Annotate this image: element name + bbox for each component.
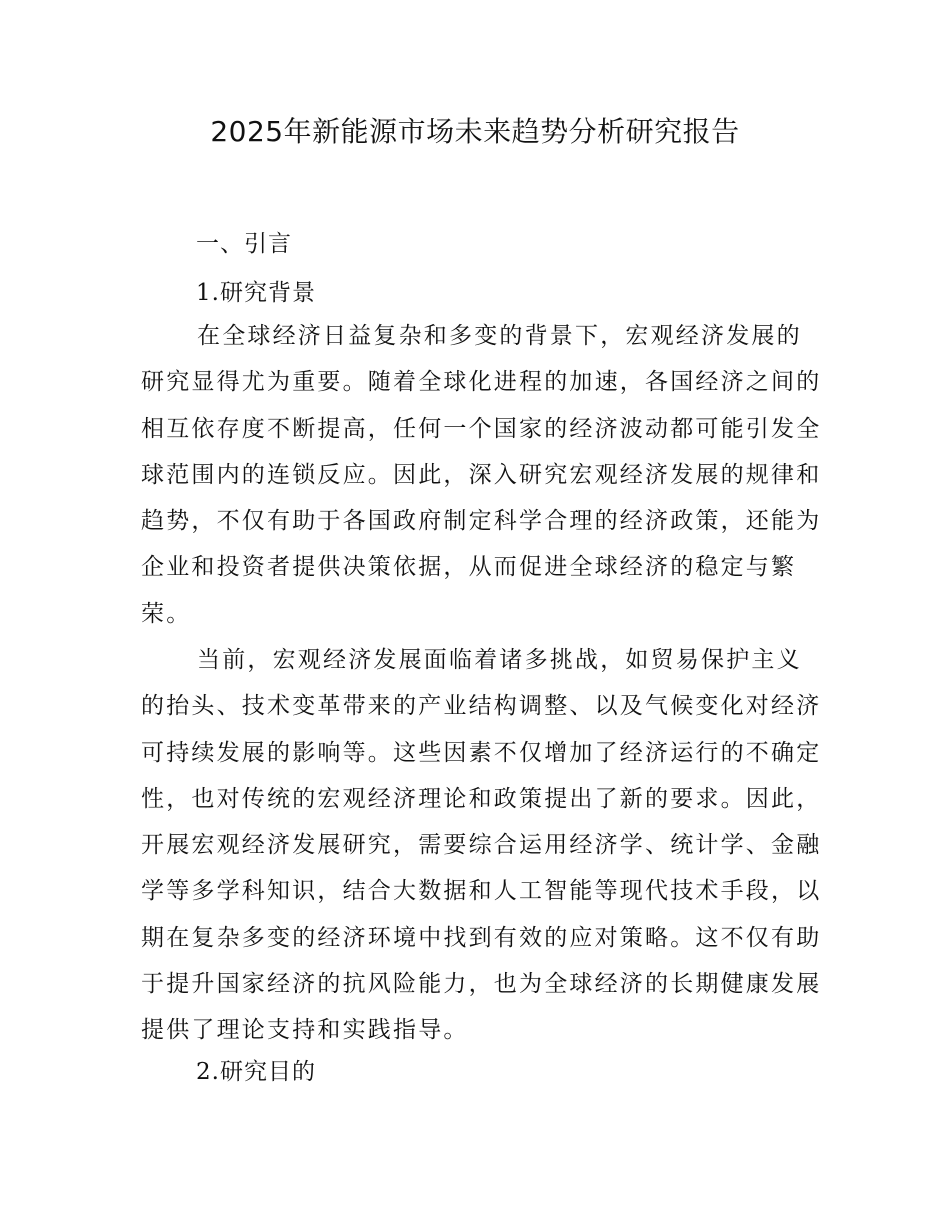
paragraph-line: 开展宏观经济发展研究，需要综合运用经济学、统计学、金融 (141, 832, 822, 859)
paragraph-line: 趋势，不仅有助于各国政府制定科学合理的经济政策，还能为 (141, 508, 822, 535)
paragraph-line: 球范围内的连锁反应。因此，深入研究宏观经济发展的规律和 (141, 461, 822, 488)
subsection-heading-objectives: 2.研究目的 (196, 1059, 316, 1085)
paragraph-line: 研究显得尤为重要。随着全球化进程的加速，各国经济之间的 (141, 369, 822, 396)
document-title: 2025年新能源市场未来趋势分析研究报告 (210, 115, 740, 148)
paragraph-line: 在全球经济日益复杂和多变的背景下，宏观经济发展的 (197, 323, 802, 349)
paragraph-line: 于提升国家经济的抗风险能力，也为全球经济的长期健康发展 (141, 971, 822, 998)
paragraph-line: 相互依存度不断提高，任何一个国家的经济波动都可能引发全 (141, 415, 822, 442)
paragraph-line: 企业和投资者提供决策依据，从而促进全球经济的稳定与繁 (141, 554, 797, 581)
paragraph-line: 期在复杂多变的经济环境中找到有效的应对策略。这不仅有助 (141, 924, 822, 951)
paragraph-challenges (141, 637, 822, 1054)
paragraph-background (141, 313, 822, 637)
subsection-heading-background: 1.研究背景 (196, 280, 316, 306)
paragraph-line: 荣。 (141, 600, 192, 627)
paragraph-line: 当前，宏观经济发展面临着诸多挑战，如贸易保护主义 (197, 647, 802, 673)
paragraph-line: 的抬头、技术变革带来的产业结构调整、以及气候变化对经济 (141, 693, 822, 720)
paragraph-line: 性，也对传统的宏观经济理论和政策提出了新的要求。因此， (141, 785, 822, 812)
paragraph-line: 可持续发展的影响等。这些因素不仅增加了经济运行的不确定 (141, 739, 822, 766)
paragraph-line: 提供了理论支持和实践指导。 (141, 1017, 469, 1044)
paragraph-line: 学等多学科知识，结合大数据和人工智能等现代技术手段，以 (141, 878, 822, 905)
section-heading-introduction: 一、引言 (196, 231, 292, 257)
